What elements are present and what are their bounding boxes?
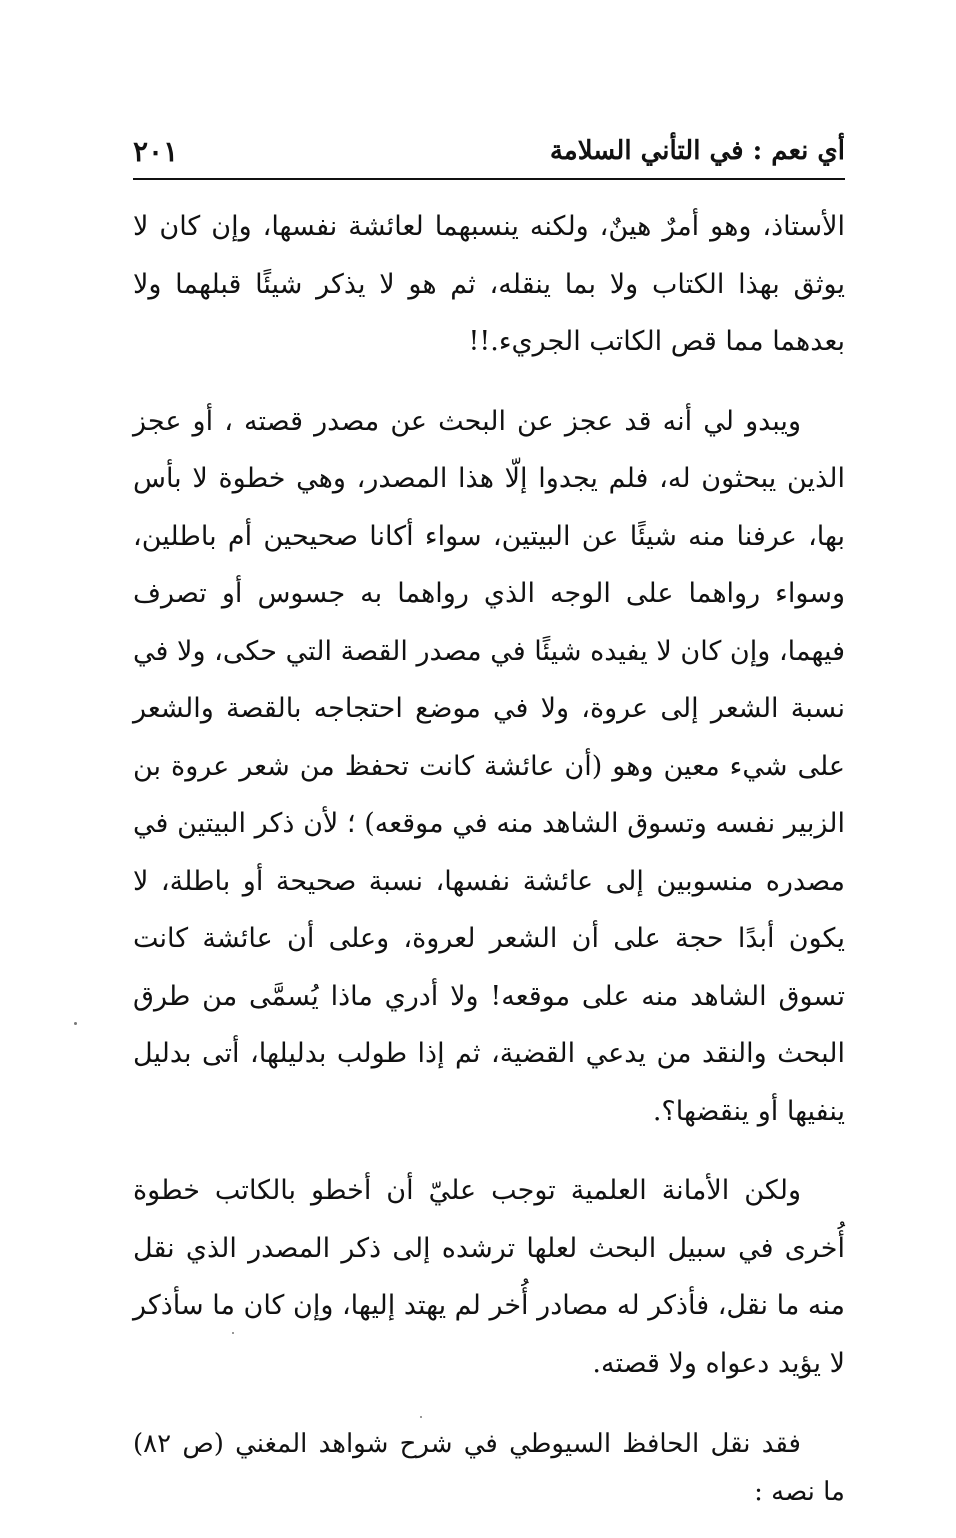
paragraph-2: ويبدو لي أنه قد عجز عن البحث عن مصدر قصته ، أو عجز الذين يبحثون له، فلم يجدوا إلّا هذا المصدر، وهي خطوة لا بأس بها، عرفنا منه شيئًا عن البيتين، سواء أكانا صحيحين أم باطلين، وسواء رواهما على الوجه الذي رواهما به جسوس أو تصرف فيهما، وإن كان لا يفيده شيئًا في مصدر القصة التي حكى، ولا في نسبة الشعر إلى عروة، ولا في موضع احتجاجه بالقصة والشعر على شيء معين وهو (أن عائشة كانت تحفظ من شعر عروة بن الزبير نفسه وتسوق الشاهد منه في موقعه) ؛ لأن ذكر البيتين في مصدره منسوبين إلى عائشة نفسها، نسبة صحيحة أو باطلة، لا يكون أبدًا حجة على أن الشعر لعروة، وعلى أن عائشة كانت تسوق الشاهد منه على موقعه! ولا أدري ماذا يُسمَّى من طرق البحث والنقد من يدعي القضية، ثم إذا طولب بدليلها، أتى بدليل ينفيها أو ينقضها؟. <box>133 405 845 1127</box>
page-number: ٢٠١ <box>133 134 179 168</box>
scan-speck <box>232 1332 234 1334</box>
body-text <box>133 198 845 1538</box>
running-title: أي نعم : في التأني السلامة <box>549 136 845 166</box>
paragraph-3: ولكن الأمانة العلمية توجب عليّ أن أخطو بالكاتب خطوة أُخرى في سبيل البحث لعلها ترشده إلى ذكر المصدر الذي نقل منه ما نقل، فأذكر له مصادر أُخر لم يهتد إليها، وإن كان ما سأذكر لا يؤيد دعواه ولا قصته. <box>133 1175 845 1379</box>
scan-speck <box>74 1022 77 1025</box>
scan-speck <box>420 1416 422 1418</box>
page-header <box>133 128 845 180</box>
paragraph-4: فقد نقل الحافظ السيوطي في شرح شواهد المغني (ص ٨٢) ما نصه : <box>133 1429 845 1507</box>
paragraph-1: الأستاذ، وهو أمرٌ هينٌ، ولكنه ينسبهما لعائشة نفسها، وإن كان لا يوثق بهذا الكتاب ولا بما ينقله، ثم هو لا يذكر شيئًا قبلهما ولا بعدهما مما قص الكاتب الجريء.!! <box>133 211 845 357</box>
